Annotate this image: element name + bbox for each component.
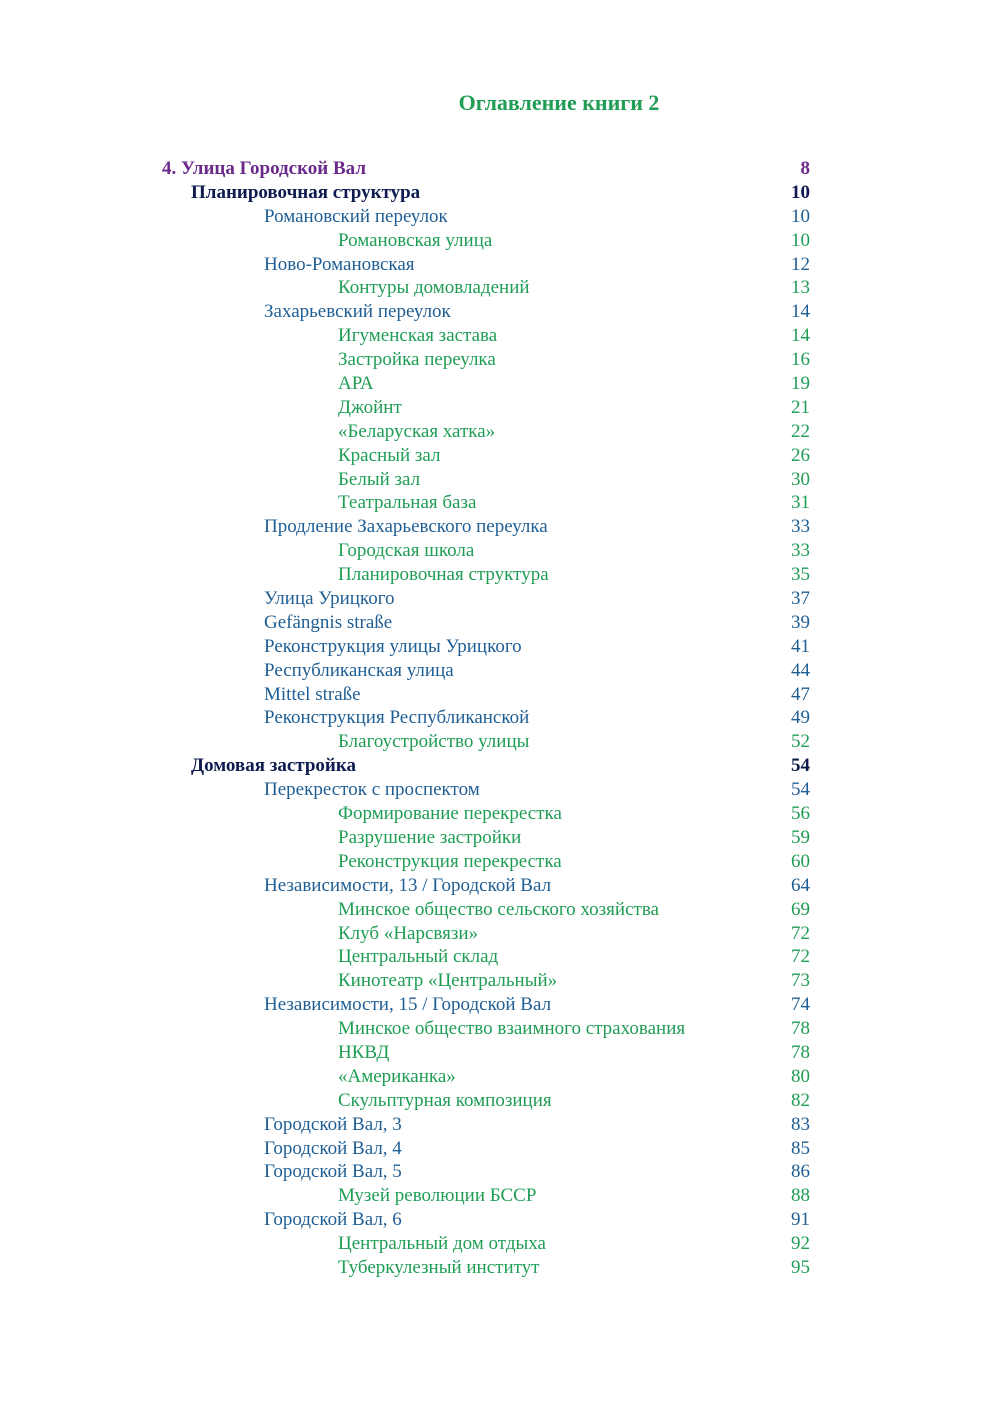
toc-entry-page-number: 13 [791, 277, 810, 299]
toc-entry [0, 229, 1000, 253]
toc-entry [0, 683, 1000, 707]
toc-entry [0, 635, 1000, 659]
toc-entry-page-number: 44 [791, 659, 810, 681]
toc-entry-page-number: 72 [791, 946, 810, 968]
toc-entry-title: Республиканская улица [264, 659, 454, 681]
toc-entry [0, 1017, 1000, 1041]
toc-entry-title: Центральный дом отдыха [338, 1233, 546, 1255]
toc-entry [0, 205, 1000, 229]
toc-entry-title: Игуменская застава [338, 325, 498, 347]
toc-entry-page-number: 52 [791, 731, 810, 753]
toc-entry [0, 945, 1000, 969]
table-of-contents [0, 157, 1000, 1280]
toc-entry-page-number: 64 [791, 874, 810, 896]
toc-entry-page-number: 37 [791, 588, 810, 610]
toc-entry-title: Планировочная структура [191, 181, 421, 203]
toc-entry [0, 1065, 1000, 1089]
toc-entry-page-number: 47 [791, 683, 810, 705]
toc-entry-page-number: 41 [791, 635, 810, 657]
toc-entry-page-number: 10 [791, 229, 810, 251]
toc-entry-page-number: 86 [791, 1161, 810, 1183]
toc-entry [0, 1184, 1000, 1208]
toc-entry-page-number: 73 [791, 970, 810, 992]
toc-entry-page-number: 49 [791, 707, 810, 729]
toc-entry [0, 993, 1000, 1017]
toc-entry-title: Домовая застройка [191, 755, 357, 777]
toc-entry-title: Формирование перекрестка [338, 803, 562, 825]
toc-entry-title: Mittel straße [264, 683, 361, 705]
toc-entry [0, 181, 1000, 205]
toc-entry [0, 396, 1000, 420]
toc-entry-page-number: 22 [791, 420, 810, 442]
toc-entry-title: Улица Урицкого [264, 588, 395, 610]
toc-entry-page-number: 14 [791, 325, 810, 347]
toc-entry-page-number: 54 [791, 755, 810, 777]
toc-entry [0, 539, 1000, 563]
toc-entry-title: НКВД [338, 1041, 390, 1063]
toc-entry-page-number: 78 [791, 1041, 810, 1063]
toc-entry [0, 372, 1000, 396]
toc-entry [0, 420, 1000, 444]
document-title: Оглавление книги 2 [458, 90, 660, 115]
toc-entry-title: Реконструкция Республиканской [264, 707, 530, 729]
toc-entry-page-number: 12 [791, 253, 810, 275]
toc-entry-title: Театральная база [338, 492, 477, 514]
toc-entry-page-number: 83 [791, 1113, 810, 1135]
toc-entry [0, 1113, 1000, 1137]
toc-entry-title: Разрушение застройки [338, 826, 522, 848]
toc-entry-title: Минское общество сельского хозяйства [338, 898, 659, 920]
toc-entry-title: Скульптурная композиция [338, 1089, 552, 1111]
toc-entry-title: Захарьевский переулок [264, 301, 451, 323]
toc-entry [0, 468, 1000, 492]
toc-entry-page-number: 33 [791, 540, 810, 562]
toc-entry [0, 157, 1000, 181]
toc-entry [0, 324, 1000, 348]
toc-entry-page-number: 95 [791, 1256, 810, 1278]
toc-entry-page-number: 30 [791, 468, 810, 490]
toc-entry [0, 706, 1000, 730]
toc-entry-title: Благоустройство улицы [338, 731, 530, 753]
toc-entry [0, 898, 1000, 922]
toc-entry [0, 563, 1000, 587]
toc-entry-title: Городской Вал, 6 [264, 1209, 402, 1231]
toc-entry-title: Продление Захарьевского переулка [264, 516, 548, 538]
toc-entry [0, 826, 1000, 850]
toc-entry [0, 1160, 1000, 1184]
toc-entry-title: Gefängnis straße [264, 611, 393, 633]
toc-entry-title: Центральный склад [338, 946, 499, 968]
toc-entry-page-number: 33 [791, 516, 810, 538]
toc-entry [0, 1137, 1000, 1161]
toc-entry-page-number: 69 [791, 898, 810, 920]
toc-entry-page-number: 80 [791, 1065, 810, 1087]
toc-entry [0, 1208, 1000, 1232]
toc-entry-page-number: 72 [791, 922, 810, 944]
toc-entry-title: Романовская улица [338, 229, 493, 251]
toc-entry-page-number: 82 [791, 1089, 810, 1111]
toc-entry-page-number: 85 [791, 1137, 810, 1159]
toc-entry [0, 659, 1000, 683]
toc-entry-title: Городской Вал, 4 [264, 1137, 402, 1159]
toc-entry-page-number: 35 [791, 564, 810, 586]
toc-entry-title: Планировочная структура [338, 564, 549, 586]
toc-entry-title: Реконструкция улицы Урицкого [264, 635, 522, 657]
toc-entry-title: Клуб «Нарсвязи» [338, 922, 479, 944]
toc-entry-title: Городской Вал, 5 [264, 1161, 402, 1183]
toc-entry-title: Туберкулезный институт [338, 1256, 540, 1278]
toc-entry [0, 1041, 1000, 1065]
toc-entry-page-number: 16 [791, 349, 810, 371]
toc-entry-title: Независимости, 13 / Городской Вал [264, 874, 552, 896]
toc-entry [0, 253, 1000, 277]
toc-entry-title: Белый зал [338, 468, 421, 490]
toc-entry [0, 587, 1000, 611]
toc-entry [0, 611, 1000, 635]
toc-entry-title: Джойнт [338, 396, 402, 418]
toc-entry-page-number: 92 [791, 1233, 810, 1255]
toc-entry-page-number: 74 [791, 994, 810, 1016]
toc-entry [0, 300, 1000, 324]
toc-entry [0, 1256, 1000, 1280]
toc-entry-page-number: 54 [791, 779, 810, 801]
toc-entry [0, 444, 1000, 468]
toc-entry-title: Застройка переулка [338, 349, 496, 371]
toc-entry [0, 922, 1000, 946]
toc-entry-page-number: 78 [791, 1018, 810, 1040]
toc-entry-title: Городской Вал, 3 [264, 1113, 402, 1135]
toc-entry-page-number: 60 [791, 850, 810, 872]
toc-entry-title: Контуры домовладений [338, 277, 530, 299]
toc-entry-page-number: 31 [791, 492, 810, 514]
toc-entry [0, 874, 1000, 898]
toc-entry [0, 1232, 1000, 1256]
toc-entry-page-number: 39 [791, 611, 810, 633]
toc-entry [0, 802, 1000, 826]
toc-entry [0, 348, 1000, 372]
toc-entry-title: Перекресток с проспектом [264, 779, 480, 801]
toc-entry-page-number: 91 [791, 1209, 810, 1231]
toc-entry-page-number: 59 [791, 826, 810, 848]
toc-entry-page-number: 10 [791, 205, 810, 227]
toc-entry [0, 969, 1000, 993]
toc-entry-page-number: 8 [800, 158, 810, 179]
toc-entry-page-number: 56 [791, 803, 810, 825]
toc-entry-title: Независимости, 15 / Городской Вал [264, 994, 552, 1016]
toc-entry [0, 730, 1000, 754]
toc-entry-title: Музей революции БССР [338, 1185, 537, 1207]
toc-entry-title: Реконструкция перекрестка [338, 850, 562, 872]
toc-entry-title: Городская школа [338, 540, 475, 562]
toc-entry-page-number: 88 [791, 1185, 810, 1207]
toc-entry [0, 515, 1000, 539]
toc-entry [0, 754, 1000, 778]
toc-entry [0, 491, 1000, 515]
toc-entry-page-number: 26 [791, 444, 810, 466]
toc-entry-title: «Беларуская хатка» [338, 420, 496, 442]
toc-entry [0, 850, 1000, 874]
toc-entry-page-number: 19 [791, 373, 810, 395]
toc-entry-title: Красный зал [338, 444, 441, 466]
toc-entry-page-number: 14 [791, 301, 810, 323]
toc-entry-page-number: 10 [791, 181, 810, 203]
toc-entry-page-number: 21 [791, 396, 810, 418]
toc-entry-title: Романовский переулок [264, 205, 448, 227]
toc-entry [0, 276, 1000, 300]
toc-entry [0, 1089, 1000, 1113]
toc-entry-title: Минское общество взаимного страхования [338, 1018, 686, 1040]
toc-entry-title: Ново-Романовская [264, 253, 415, 275]
toc-entry-title: Кинотеатр «Центральный» [338, 970, 558, 992]
toc-entry-title: АРА [338, 373, 374, 395]
toc-entry [0, 778, 1000, 802]
toc-entry-title: «Американка» [338, 1065, 456, 1087]
toc-entry-title: 4. Улица Городской Вал [162, 158, 366, 179]
